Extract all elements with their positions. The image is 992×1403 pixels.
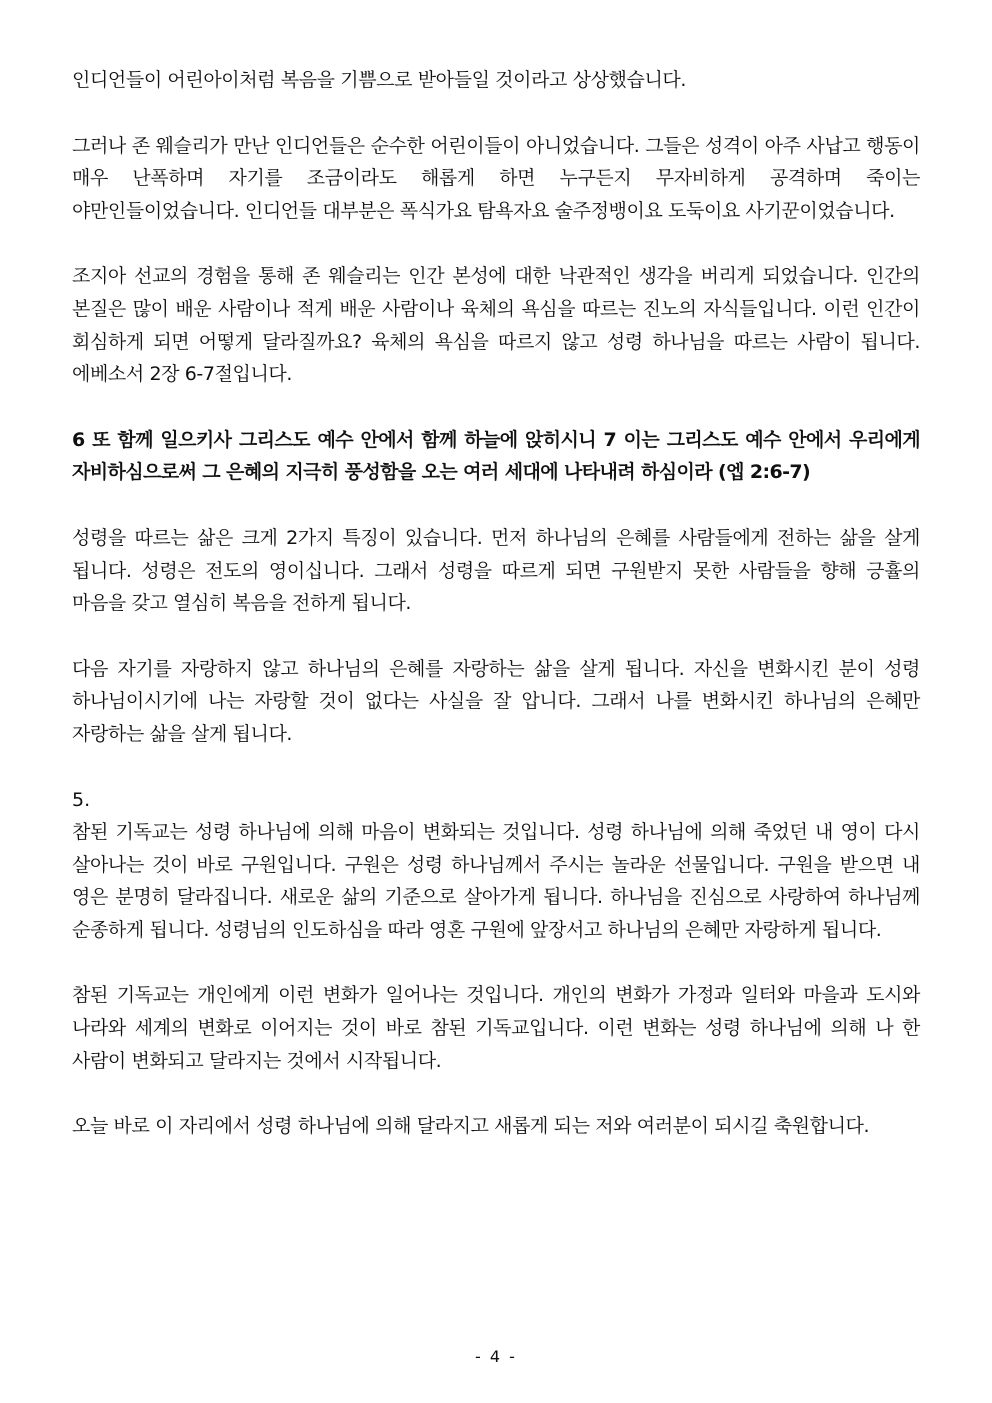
paragraph-2: 그러나 존 웨슬리가 만난 인디언들은 순수한 어린이들이 아니었습니다. 그들은 성격이 아주 사납고 행동이 매우 난폭하며 자기를 조금이라도 해롭게 하면 누구든지 무자비하게 공격하며 죽이는 야만인들이었습니다. 인디언들 대부분은 폭식가요 탐욕자요 술주정뱅이요 도둑이요 사기꾼이었습니다.: [72, 134, 920, 222]
paragraph-1: 인디언들이 어린아이처럼 복음을 기쁨으로 받아들일 것이라고 상상했습니다.: [72, 69, 687, 91]
paragraph-4: 성령을 따르는 삶은 크게 2가지 특징이 있습니다. 먼저 하나님의 은혜를 사람들에게 전하는 삶을 살게 됩니다. 성령은 전도의 영이십니다. 그래서 성령을 따르게 되면 구원받지 못한 사람들을 향해 긍휼의 마음을 갖고 열심히 복음을 전하게 됩니다.: [72, 526, 920, 615]
page-number: - 4 -: [475, 1347, 517, 1366]
paragraph-7: 참된 기독교는 개인에게 이런 변화가 일어나는 것입니다. 개인의 변화가 가정과 일터와 마을과 도시와 나라와 세계의 변화로 이어지는 것이 바로 참된 기독교입니다. 이런 변화는 성령 하나님에 의해 나 한 사람이 변화되고 달라지는 것에서 시작됩니다.: [72, 984, 920, 1072]
paragraph-8: 오늘 바로 이 자리에서 성령 하나님에 의해 달라지고 새롭게 되는 저와 여러분이 되시길 축원합니다.: [72, 1115, 870, 1138]
document-body: [72, 64, 920, 1143]
paragraph-5: 다음 자기를 자랑하지 않고 하나님의 은혜를 자랑하는 삶을 살게 됩니다. 자신을 변화시킨 분이 성령 하나님이시기에 나는 자랑할 것이 없다는 사실을 잘 압니다. 그래서 나를 변화시킨 하나님의 은혜만 자랑하는 삶을 살게 됩니다.: [72, 657, 920, 745]
section-number: 5.: [72, 788, 91, 811]
scripture-quote: 6 또 함께 일으키사 그리스도 예수 안에서 함께 하늘에 앉히시니 7 이는 그리스도 예수 안에서 우리에게 자비하심으로써 그 은혜의 지극히 풍성함을 오는 여러 세대에 나타내려 하심이라 (엡 2:6-7): [72, 428, 920, 484]
paragraph-6: 참된 기독교는 성령 하나님에 의해 마음이 변화되는 것입니다. 성령 하나님에 의해 죽었던 내 영이 다시 살아나는 것이 바로 구원입니다. 구원은 성령 하나님께서 주시는 놀라운 선물입니다. 구원을 받으면 내 영은 분명히 달라집니다. 새로운 삶의 기준으로 살아가게 됩니다. 하나님을 진심으로 사랑하여 하나님께 순종하게 됩니다. 성령님의 인도하심을 따라 영혼 구원에 앞장서고 하나님의 은혜만 자랑하게 됩니다.: [72, 821, 920, 941]
paragraph-3: 조지아 선교의 경험을 통해 존 웨슬리는 인간 본성에 대한 낙관적인 생각을 버리게 되었습니다. 인간의 본질은 많이 배운 사람이나 적게 배운 사람이나 육체의 욕심을 따르는 진노의 자식들입니다. 이런 인간이 회심하게 되면 어떻게 달라질까요? 육체의 욕심을 따르지 않고 성령 하나님을 따르는 사람이 됩니다. 에베소서 2장 6-7절입니다.: [72, 265, 920, 386]
